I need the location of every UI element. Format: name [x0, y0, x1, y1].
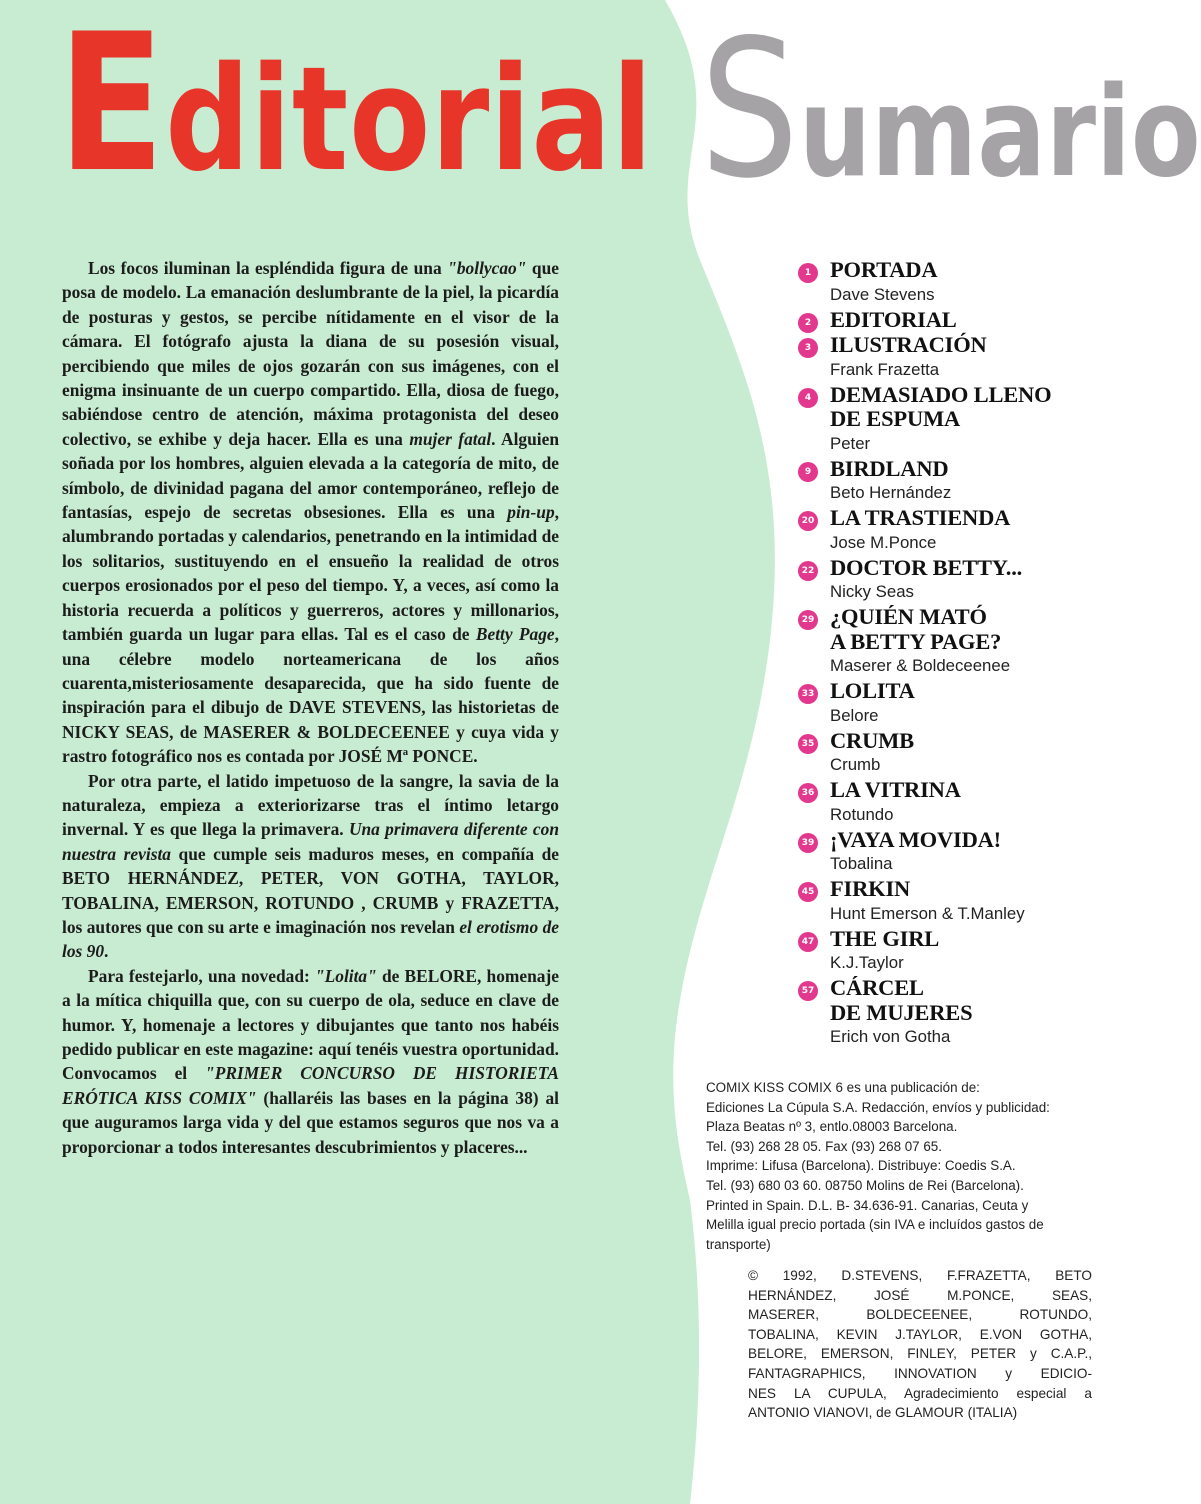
italic-phrase: Una primavera diferente con nuestra revista — [62, 819, 559, 864]
toc-author: Belore — [830, 705, 879, 725]
page-number-badge: 29 — [798, 610, 818, 630]
page-number-badge: 9 — [798, 462, 818, 482]
credits-line: Imprime: Lifusa (Barcelona). Distribuye: Coedis S.A. — [706, 1158, 1016, 1174]
toc-title: LA TRASTIENDA — [830, 505, 1011, 530]
page-number-badge: 47 — [798, 932, 818, 952]
copyright-line: ANTONIO VIANOVI, de GLAMOUR (ITALIA) — [748, 1405, 1018, 1421]
toc-author: Peter — [830, 433, 871, 453]
toc-title: THE GIRL — [830, 925, 940, 951]
credits-line: transporte) — [706, 1236, 771, 1252]
editorial-paragraph — [62, 769, 559, 964]
publication-credits — [706, 1078, 1094, 1254]
copyright-line: BELORE, EMERSON, FINLEY, PETER y C.A.P., — [748, 1346, 1092, 1362]
toc-entry — [798, 556, 1098, 605]
toc-title: BIRDLAND — [830, 455, 949, 481]
toc-author: Rotundo — [830, 804, 894, 824]
italic-phrase: "bollycao" — [447, 258, 527, 278]
toc-title: ILUSTRACIÓN — [830, 332, 987, 357]
text-run: , una célebre modelo norteamericana de los años cuarenta,misteriosamente desaparecida, que ha sido fuente de inspiración para el dibujo de DAVE STEVENS, las historietas de NICKY SEAS, de MASERER & BOLDECEENEE y cuya vida y rastro fotográfico nos es contada por JOSÉ Mª PONCE. — [62, 624, 560, 767]
toc-title: LA VITRINA — [830, 777, 961, 802]
editorial-title: Editorial — [58, 0, 654, 214]
page-number-badge: 2 — [798, 313, 818, 333]
toc-entry — [798, 976, 1098, 1049]
copyright-notice — [748, 1266, 1092, 1423]
toc-author: Frank Frazetta — [830, 359, 940, 379]
editorial-paragraph — [62, 964, 559, 1159]
table-of-contents — [798, 258, 1098, 1050]
editorial-text — [62, 256, 559, 1159]
italic-phrase: Betty Page — [475, 624, 555, 645]
page-number-badge: 3 — [798, 338, 818, 358]
text-run: (hallaréis las bases en la página 38) al que auguramos larga vida y del que estamos seguros que nos va a proporcionar a todos interesantes descubrimientos y placeres... — [62, 1087, 560, 1157]
copyright-line: FANTAGRAPHICS, INNOVATION y EDICIO- — [748, 1365, 1092, 1381]
toc-entry — [798, 258, 1098, 307]
italic-phrase: pin-up — [507, 502, 555, 523]
toc-entry — [798, 333, 1098, 382]
toc-entry — [798, 383, 1098, 456]
copyright-line: TOBALINA, KEVIN J.TAYLOR, E.VON GOTHA, — [748, 1326, 1092, 1342]
text-run: que cumple seis maduros meses, en compañía de BETO HERNÁNDEZ, PETER, VON GOTHA, TAYLOR, TOBALINA, EMERSON, ROTUNDO , CRUMB y FRAZETTA, los autores que con su arte e imaginación nos revelan — [62, 843, 559, 937]
toc-author: Hunt Emerson & T.Manley — [830, 903, 1025, 923]
toc-title: DEMASIADO LLENO DE ESPUMA — [830, 381, 1052, 431]
toc-title: DOCTOR BETTY... — [830, 554, 1023, 580]
toc-entry — [798, 729, 1098, 778]
toc-entry — [798, 457, 1098, 506]
sumario-title: Sumario — [700, 0, 1201, 220]
toc-title: ¿QUIÉN MATÓ A BETTY PAGE? — [830, 604, 1002, 654]
toc-title: LOLITA — [830, 678, 915, 703]
page-number-badge: 35 — [798, 734, 818, 754]
page-number-badge: 45 — [798, 882, 818, 902]
toc-author: Maserer & Boldeceenee — [830, 656, 1011, 675]
copyright-line: © 1992, D.STEVENS, F.FRAZETTA, BETO — [748, 1268, 1092, 1283]
text-run: . — [104, 941, 109, 962]
page-number-badge: 39 — [798, 833, 818, 853]
page-number-badge: 4 — [798, 388, 818, 408]
text-run: , alumbrando portadas y calendarios, penetrando en la intimidad de los solitarios, sustituyendo en el ensueño la realidad de otros cuerpos erosionados por el peso del tiempo. Y, a veces, así como la historia recuerda a políticos y guerreros, actores y millonarios, también guarda un lugar para ellas. Tal es el caso de — [62, 502, 559, 645]
toc-author: Dave Stevens — [830, 284, 935, 304]
copyright-line: NES LA CUPULA, Agradecimiento especial a — [748, 1385, 1092, 1401]
text-run: de BELORE, homenaje a la mítica chiquilla que, con su cuerpo de ola, seduce en clave de humor. Y, homenaje a lectores y dibujantes que tanto nos habéis pedido publicar en este magazine: aquí tenéis vuestra oportunidad. Convocamos el — [62, 965, 559, 1084]
toc-entry — [798, 927, 1098, 976]
copyright-line: MASERER, BOLDECEENEE, ROTUNDO, — [748, 1307, 1092, 1323]
toc-entry — [798, 778, 1098, 827]
credits-line: Plaza Beatas nº 3, entlo.08003 Barcelona. — [706, 1119, 958, 1135]
text-run: Para festejarlo, una novedad: — [88, 965, 315, 986]
page-number-badge: 1 — [798, 263, 818, 283]
page-number-badge: 57 — [798, 981, 818, 1001]
toc-entry — [798, 679, 1098, 728]
editorial-paragraph — [62, 256, 559, 769]
credits-line: COMIX KISS COMIX 6 es una publicación de: — [706, 1080, 980, 1095]
toc-author: K.J.Taylor — [830, 953, 904, 972]
text-run: Los focos iluminan la espléndida figura de una — [88, 258, 448, 278]
toc-author: Tobalina — [830, 854, 893, 873]
toc-entry — [798, 506, 1098, 555]
copyright-line: HERNÁNDEZ, JOSÉ M.PONCE, SEAS, — [748, 1287, 1092, 1303]
text-run: que posa de modelo. La emanación deslumbrante de la piel, la picardía de posturas y gestos, se percibe nítidamente en el visor de la cámara. El fotógrafo ajusta la diana de su posesión visual, percibiendo que miles de ojos gozarán con sus imágenes, con el enigma insinuante de un cuerpo compartido. Ella, diosa de fuego, sabiéndose centro de atención, máxima protagonista del deseo colectivo, se exhibe y deja hacer. Ella es una — [62, 258, 559, 449]
toc-title: CRUMB — [830, 727, 914, 753]
toc-entry — [798, 308, 1098, 333]
toc-author: Jose M.Ponce — [830, 532, 937, 552]
page-number-badge: 36 — [798, 783, 818, 803]
toc-title: EDITORIAL — [830, 306, 957, 332]
toc-entry — [798, 877, 1098, 926]
page-number-badge: 20 — [798, 511, 818, 531]
text-run: . Alguien soñada por los hombres, alguien elevada a la categoría de mito, de símbolo, de divinidad pagana del amor contemporáneo, reflejo de fantasías, espejo de secretas obsesiones. Ella es una — [62, 428, 559, 523]
credits-line: Tel. (93) 268 28 05. Fax (93) 268 07 65. — [706, 1138, 942, 1154]
credits-line: Melilla igual precio portada (sin IVA e incluídos gastos de — [706, 1217, 1044, 1233]
toc-author: Beto Hernández — [830, 483, 952, 502]
italic-phrase: "PRIMER CONCURSO DE HISTORIETA ERÓTICA KISS COMIX" — [62, 1063, 559, 1108]
toc-entry — [798, 605, 1098, 678]
italic-phrase: mujer fatal — [409, 428, 492, 449]
italic-phrase: el erotismo de los 90 — [62, 916, 559, 962]
credits-line: Printed in Spain. D.L. B- 34.636-91. Canarias, Ceuta y — [706, 1197, 1029, 1213]
toc-author: Crumb — [830, 755, 881, 774]
page-number-badge: 33 — [798, 684, 818, 704]
toc-title: PORTADA — [830, 257, 938, 282]
toc-author: Erich von Gotha — [830, 1027, 951, 1046]
toc-title: ¡VAYA MOVIDA! — [830, 826, 1001, 852]
italic-phrase: "Lolita" — [314, 965, 377, 986]
toc-title: CÁRCEL DE MUJERES — [830, 975, 973, 1025]
credits-line: Tel. (93) 680 03 60. 08750 Molins de Rei (Barcelona). — [706, 1177, 1024, 1193]
toc-title: FIRKIN — [830, 876, 911, 901]
page-number-badge: 22 — [798, 561, 818, 581]
credits-line: Ediciones La Cúpula S.A. Redacción, envíos y publicidad: — [706, 1099, 1050, 1115]
toc-author: Nicky Seas — [830, 582, 914, 601]
text-run: Por otra parte, el latido impetuoso de la sangre, la savia de la naturaleza, empieza a exteriorizarse tras el íntimo letargo invernal. Y es que llega la primavera. — [62, 770, 559, 840]
toc-entry — [798, 828, 1098, 877]
